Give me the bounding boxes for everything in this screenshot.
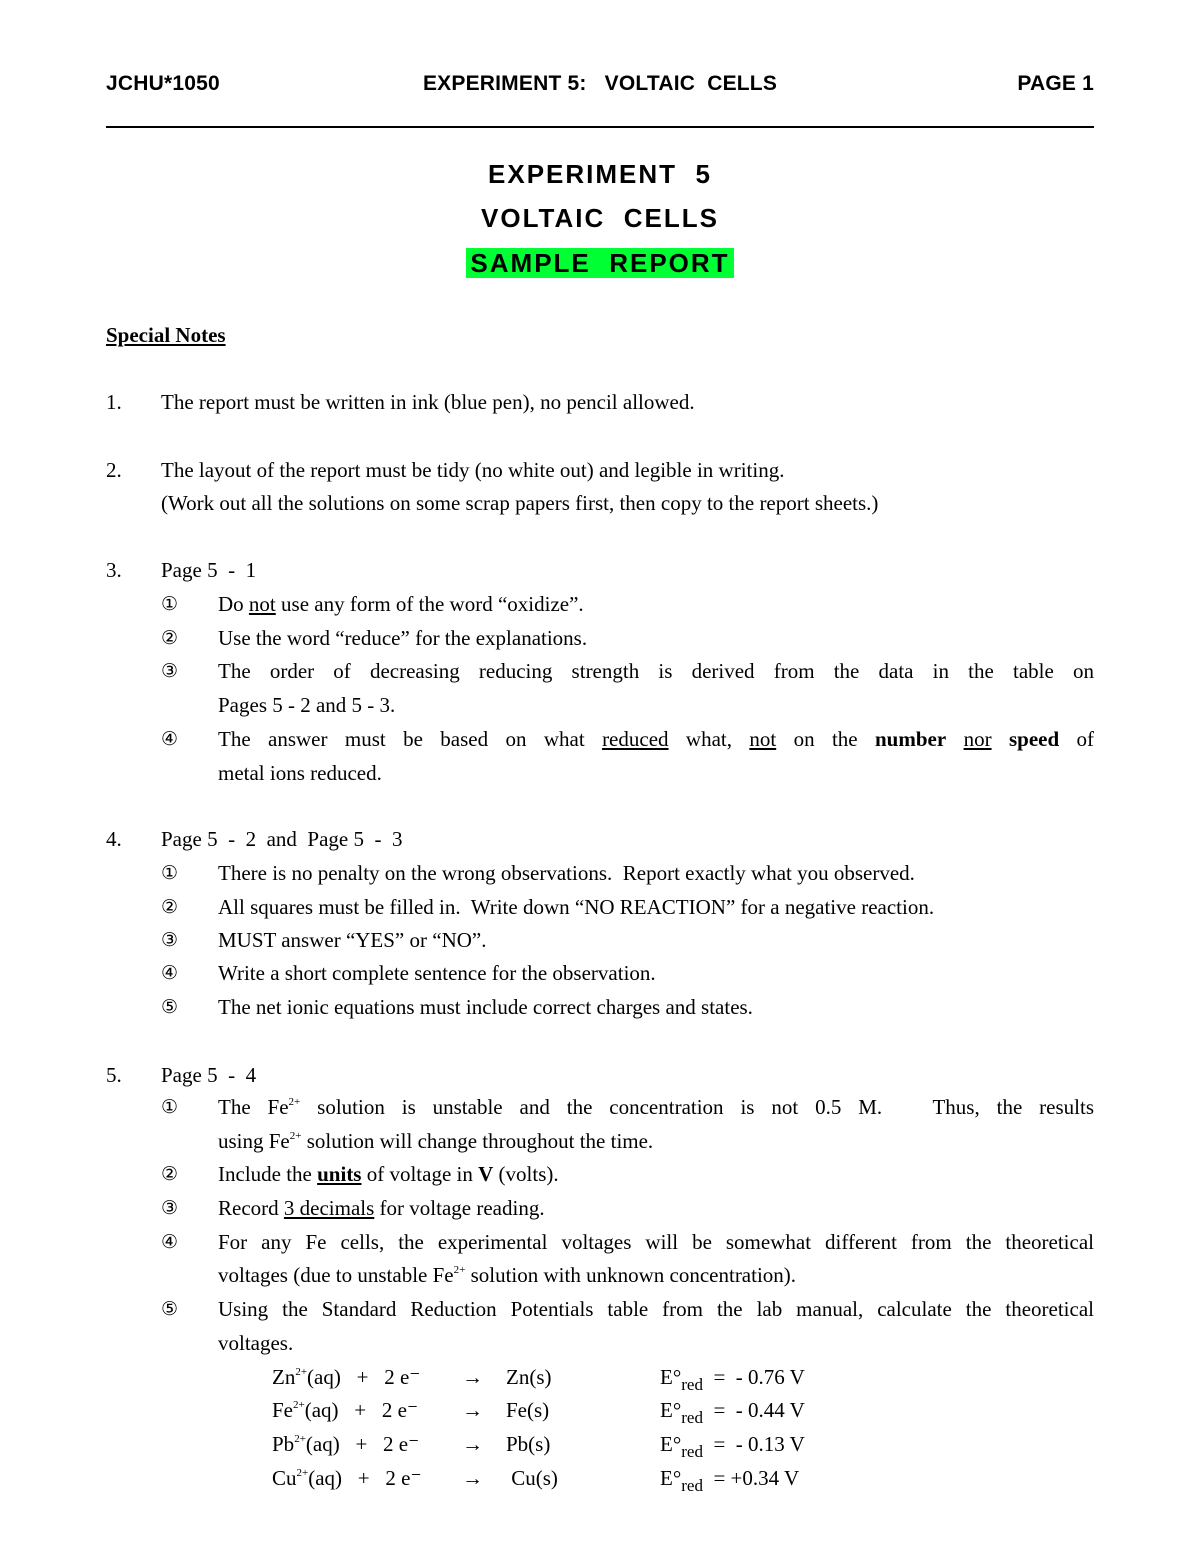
item-heading: Page 5 - 1 — [161, 558, 257, 582]
underlined-word: reduced — [602, 727, 669, 751]
reduction-potential — [660, 1432, 805, 1461]
reaction-arrow-icon: → — [462, 1432, 483, 1456]
subitem-text: For any Fe cells, the experimental voltages will be somewhat different from the theoretical — [218, 1230, 1094, 1254]
reactant — [272, 1365, 420, 1390]
underlined-word: not — [749, 727, 777, 751]
circled-number-marker: ② — [161, 627, 179, 649]
e-value: = - 0.76 V — [713, 1365, 805, 1389]
text-run: Record — [218, 1196, 284, 1220]
circled-number-marker: ① — [161, 862, 179, 884]
e-symbol: E° — [660, 1398, 682, 1422]
header-page-number: PAGE 1 — [1017, 72, 1094, 95]
subitem-text — [218, 727, 1094, 752]
product: Fe(s) — [506, 1398, 550, 1422]
subitem-text: metal ions reduced. — [218, 761, 382, 785]
subitem-text: The order of decreasing reducing strength is derived from the data in the table on — [218, 659, 1094, 683]
underlined-word: nor — [963, 727, 992, 751]
bold-underlined-word: units — [317, 1162, 362, 1186]
item-heading: Page 5 - 2 and Page 5 - 3 — [161, 827, 403, 851]
reaction-arrow-icon: → — [462, 1466, 483, 1490]
title-line-2: VOLTAIC CELLS — [481, 203, 719, 233]
text-run: use any form of the word “oxidize”. — [275, 592, 584, 616]
text-run: solution is unstable and the concentration is not 0.5 M. Thus, the results — [300, 1095, 1094, 1119]
circled-number-marker: ① — [161, 1096, 179, 1118]
text-run: Do — [218, 592, 249, 616]
reactant-rest: (aq) + 2 e⁻ — [304, 1398, 419, 1422]
subitem-text: Use the word “reduce” for the explanations. — [218, 626, 588, 650]
product: Zn(s) — [506, 1365, 552, 1389]
e-symbol: E° — [660, 1466, 682, 1490]
text-run: Include the — [218, 1162, 318, 1186]
circled-number-marker: ③ — [161, 929, 179, 951]
ion-symbol: Zn — [272, 1365, 296, 1389]
e-subscript: red — [681, 1408, 703, 1427]
circled-number-marker: ① — [161, 593, 179, 615]
bold-word: number — [875, 727, 947, 751]
circled-number-marker: ③ — [161, 1197, 179, 1219]
underlined-word: not — [248, 592, 276, 616]
item-text: (Work out all the solutions on some scrap papers first, then copy to the report sheets.) — [161, 491, 879, 515]
circled-number-marker: ② — [161, 1163, 179, 1185]
underlined-word: 3 decimals — [283, 1196, 375, 1220]
subitem-text: Using the Standard Reduction Potentials table from the lab manual, calculate the theoretical — [218, 1297, 1094, 1321]
item-text: The report must be written in ink (blue pen), no pencil allowed. — [161, 390, 695, 414]
text-run: The answer must be based on what — [218, 727, 603, 751]
item-number: 1. — [106, 390, 122, 414]
subitem-text — [218, 592, 584, 617]
subitem-text — [218, 1162, 559, 1187]
subitem-text: All squares must be filled in. Write down “NO REACTION” for a negative reaction. — [218, 895, 935, 919]
e-subscript: red — [681, 1442, 703, 1461]
text-run: solution will change throughout the time. — [301, 1129, 654, 1153]
circled-number-marker: ③ — [161, 660, 179, 682]
ion-charge: 2+ — [293, 1399, 305, 1411]
text-run: solution with unknown concentration). — [465, 1263, 797, 1287]
circled-number-marker: ② — [161, 896, 179, 918]
title-sample-report — [0, 248, 1200, 279]
reactant-rest: (aq) + 2 e⁻ — [307, 1365, 421, 1389]
subitem-text — [218, 1095, 1094, 1120]
e-value: = - 0.13 V — [713, 1432, 805, 1456]
product: Pb(s) — [506, 1432, 551, 1456]
e-value: = - 0.44 V — [713, 1398, 805, 1422]
text-run: of voltage in — [361, 1162, 479, 1186]
reactant — [272, 1432, 419, 1457]
header-course: JCHU*1050 — [106, 72, 220, 95]
reactant-rest: (aq) + 2 e⁻ — [305, 1432, 420, 1456]
e-value: = +0.34 V — [713, 1466, 800, 1490]
text-run: using Fe — [218, 1129, 290, 1153]
special-notes-heading: Special Notes — [106, 323, 226, 347]
item-heading: Page 5 - 4 — [161, 1063, 257, 1087]
e-symbol: E° — [660, 1365, 682, 1389]
superscript-charge: 2+ — [289, 1130, 302, 1142]
circled-number-marker: ⑤ — [161, 996, 179, 1018]
reduction-potential — [660, 1398, 805, 1427]
reaction-arrow-icon: → — [462, 1365, 483, 1389]
item-number: 2. — [106, 458, 122, 482]
reactant — [272, 1466, 422, 1491]
ion-charge: 2+ — [294, 1433, 306, 1445]
superscript-charge: 2+ — [288, 1096, 301, 1108]
item-number: 4. — [106, 827, 122, 851]
item-number: 3. — [106, 558, 122, 582]
text-run: on the — [776, 727, 875, 751]
e-subscript: red — [681, 1476, 703, 1495]
text-run — [992, 727, 1009, 751]
text-run — [946, 727, 963, 751]
text-run: of — [1059, 727, 1095, 751]
item-text: The layout of the report must be tidy (no white out) and legible in writing. — [161, 458, 785, 482]
ion-symbol: Cu — [272, 1466, 297, 1490]
subitem-text — [218, 1263, 796, 1288]
bold-word: speed — [1008, 727, 1060, 751]
text-run: for voltage reading. — [374, 1196, 545, 1220]
reduction-potential — [660, 1365, 805, 1394]
title-voltaic-cells — [0, 203, 1200, 234]
superscript-charge: 2+ — [453, 1264, 466, 1276]
subitem-text: voltages. — [218, 1331, 294, 1355]
text-run: The Fe — [218, 1095, 289, 1119]
sample-report-highlight: SAMPLE REPORT — [466, 248, 733, 278]
subitem-text — [218, 1129, 653, 1154]
header-experiment-text: EXPERIMENT 5: VOLTAIC CELLS — [422, 72, 778, 95]
subitem-text: The net ionic equations must include correct charges and states. — [218, 995, 753, 1019]
e-symbol: E° — [660, 1432, 682, 1456]
subitem-text — [218, 1196, 545, 1221]
circled-number-marker: ④ — [161, 1231, 179, 1253]
text-run: voltages (due to unstable Fe — [218, 1263, 454, 1287]
product: Cu(s) — [506, 1466, 558, 1490]
subitem-text: MUST answer “YES” or “NO”. — [218, 928, 487, 952]
reactant — [272, 1398, 418, 1423]
reaction-arrow-icon: → — [462, 1398, 483, 1422]
subitem-text: There is no penalty on the wrong observations. Report exactly what you observed. — [218, 861, 915, 885]
circled-number-marker: ④ — [161, 962, 179, 984]
title-line-1: EXPERIMENT 5 — [488, 159, 712, 189]
item-number: 5. — [106, 1063, 122, 1087]
reactant-rest: (aq) + 2 e⁻ — [308, 1466, 422, 1490]
ion-charge: 2+ — [296, 1467, 309, 1479]
bold-word: V — [478, 1162, 494, 1186]
title-experiment — [0, 159, 1200, 190]
ion-charge: 2+ — [295, 1366, 308, 1378]
text-run: what, — [668, 727, 750, 751]
e-subscript: red — [681, 1375, 703, 1394]
ion-symbol: Fe — [272, 1398, 293, 1422]
subitem-text: Pages 5 - 2 and 5 - 3. — [218, 693, 396, 717]
circled-number-marker: ⑤ — [161, 1298, 179, 1320]
subitem-text: Write a short complete sentence for the observation. — [218, 961, 656, 985]
circled-number-marker: ④ — [161, 728, 179, 750]
ion-symbol: Pb — [272, 1432, 295, 1456]
reduction-potential — [660, 1466, 800, 1495]
header-rule — [106, 126, 1094, 128]
text-run: (volts). — [493, 1162, 559, 1186]
